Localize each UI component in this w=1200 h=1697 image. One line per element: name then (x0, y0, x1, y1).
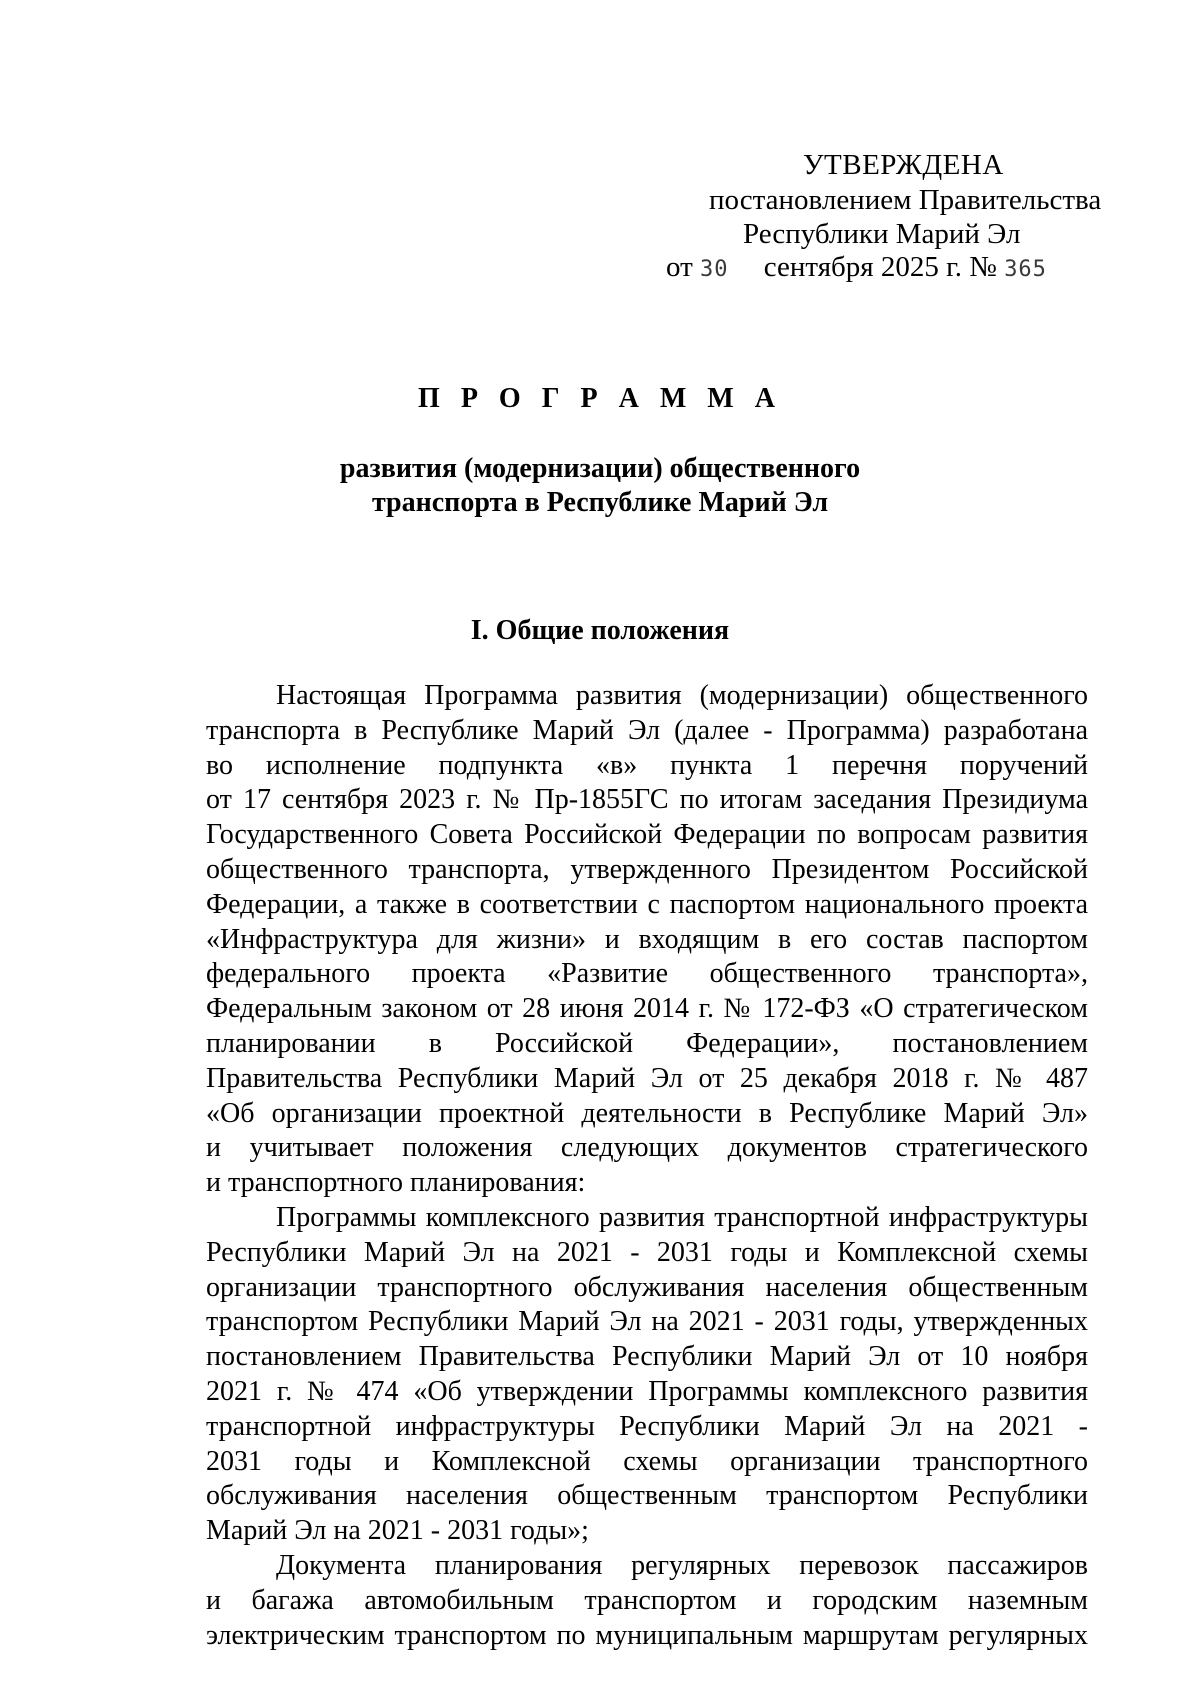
body-line: постановлением Правительства Республики Марий Эл от 10 ноября (206, 1341, 1088, 1373)
approval-date-line (666, 250, 1047, 287)
approval-day-stamp: 30 (700, 257, 729, 282)
document-title: П Р О Г Р А М М А (418, 383, 782, 414)
body-line: Федерации, а также в соответствии с паспортом национального проекта (206, 888, 1088, 920)
approval-number-stamp: 365 (1004, 257, 1047, 282)
body-line: транспортной инфраструктуры Республики Марий Эл на 2021 - (206, 1410, 1088, 1442)
body-line: Марий Эл на 2021 - 2031 годы»; (206, 1515, 589, 1547)
approval-line-1: постановлением Правительства (709, 184, 1102, 216)
document-subtitle-line-2: транспорта в Республике Марий Эл (371, 487, 829, 518)
body-line: и транспортного планирования: (206, 1167, 586, 1199)
body-line: и багажа автомобильным транспортом и городским наземным (206, 1584, 1088, 1616)
document-subtitle-line-1: развития (модернизации) общественного (339, 453, 861, 484)
body-text (206, 679, 1088, 1653)
body-line: 2031 годы и Комплексной схемы организации транспортного (206, 1445, 1088, 1477)
body-line: Документа планирования регулярных перевозок пассажиров (276, 1549, 1088, 1581)
body-line: обслуживания населения общественным транспортом Республики (206, 1480, 1088, 1512)
body-line: Настоящая Программа развития (модернизации) общественного (276, 680, 1088, 711)
approval-date-prefix: от (666, 251, 693, 283)
body-line: от 17 сентября 2023 г. № Пр-1855ГС по итогам заседания Президиума (206, 784, 1088, 816)
body-line: планировании в Российской Федерации», постановлением (206, 1027, 1088, 1059)
body-line: федерального проекта «Развитие общественного транспорта», (206, 958, 1088, 990)
body-line: и учитывает положения следующих документов стратегического (206, 1132, 1088, 1164)
section-heading: I. Общие положения (470, 615, 730, 646)
body-line: во исполнение подпункта «в» пункта 1 перечня поручений (206, 749, 1088, 781)
body-line: транспортом Республики Марий Эл на 2021 - 2031 годы, утвержденных (206, 1306, 1088, 1338)
body-line: Правительства Республики Марий Эл от 25 декабря 2018 г. № 487 (206, 1062, 1088, 1094)
body-line: транспорта в Республике Марий Эл (далее - Программа) разработана (206, 714, 1088, 746)
body-line: электрическим транспортом по муниципальным маршрутам регулярных (206, 1619, 1088, 1651)
body-line: Республики Марий Эл на 2021 - 2031 годы и Комплексной схемы (206, 1236, 1088, 1268)
body-line: Федеральным законом от 28 июня 2014 г. № 172-ФЗ «О стратегическом (206, 993, 1088, 1025)
approval-line-2: Республики Марий Эл (743, 218, 1021, 250)
body-line: организации транспортного обслуживания населения общественным (206, 1271, 1088, 1303)
body-line: Программы комплексного развития транспортной инфраструктуры (276, 1201, 1088, 1233)
body-line: «Инфраструктура для жизни» и входящим в его состав паспортом (206, 923, 1088, 955)
approval-date-text: сентября 2025 г. № (763, 251, 997, 283)
body-line: 2021 г. № 474 «Об утверждении Программы комплексного развития (206, 1375, 1088, 1407)
approval-title: УТВЕРЖДЕНА (803, 149, 1004, 181)
body-line: Государственного Совета Российской Федерации по вопросам развития (206, 819, 1088, 851)
body-line: общественного транспорта, утвержденного Президентом Российской (206, 853, 1088, 885)
body-line: «Об организации проектной деятельности в Республике Марий Эл» (206, 1097, 1088, 1129)
